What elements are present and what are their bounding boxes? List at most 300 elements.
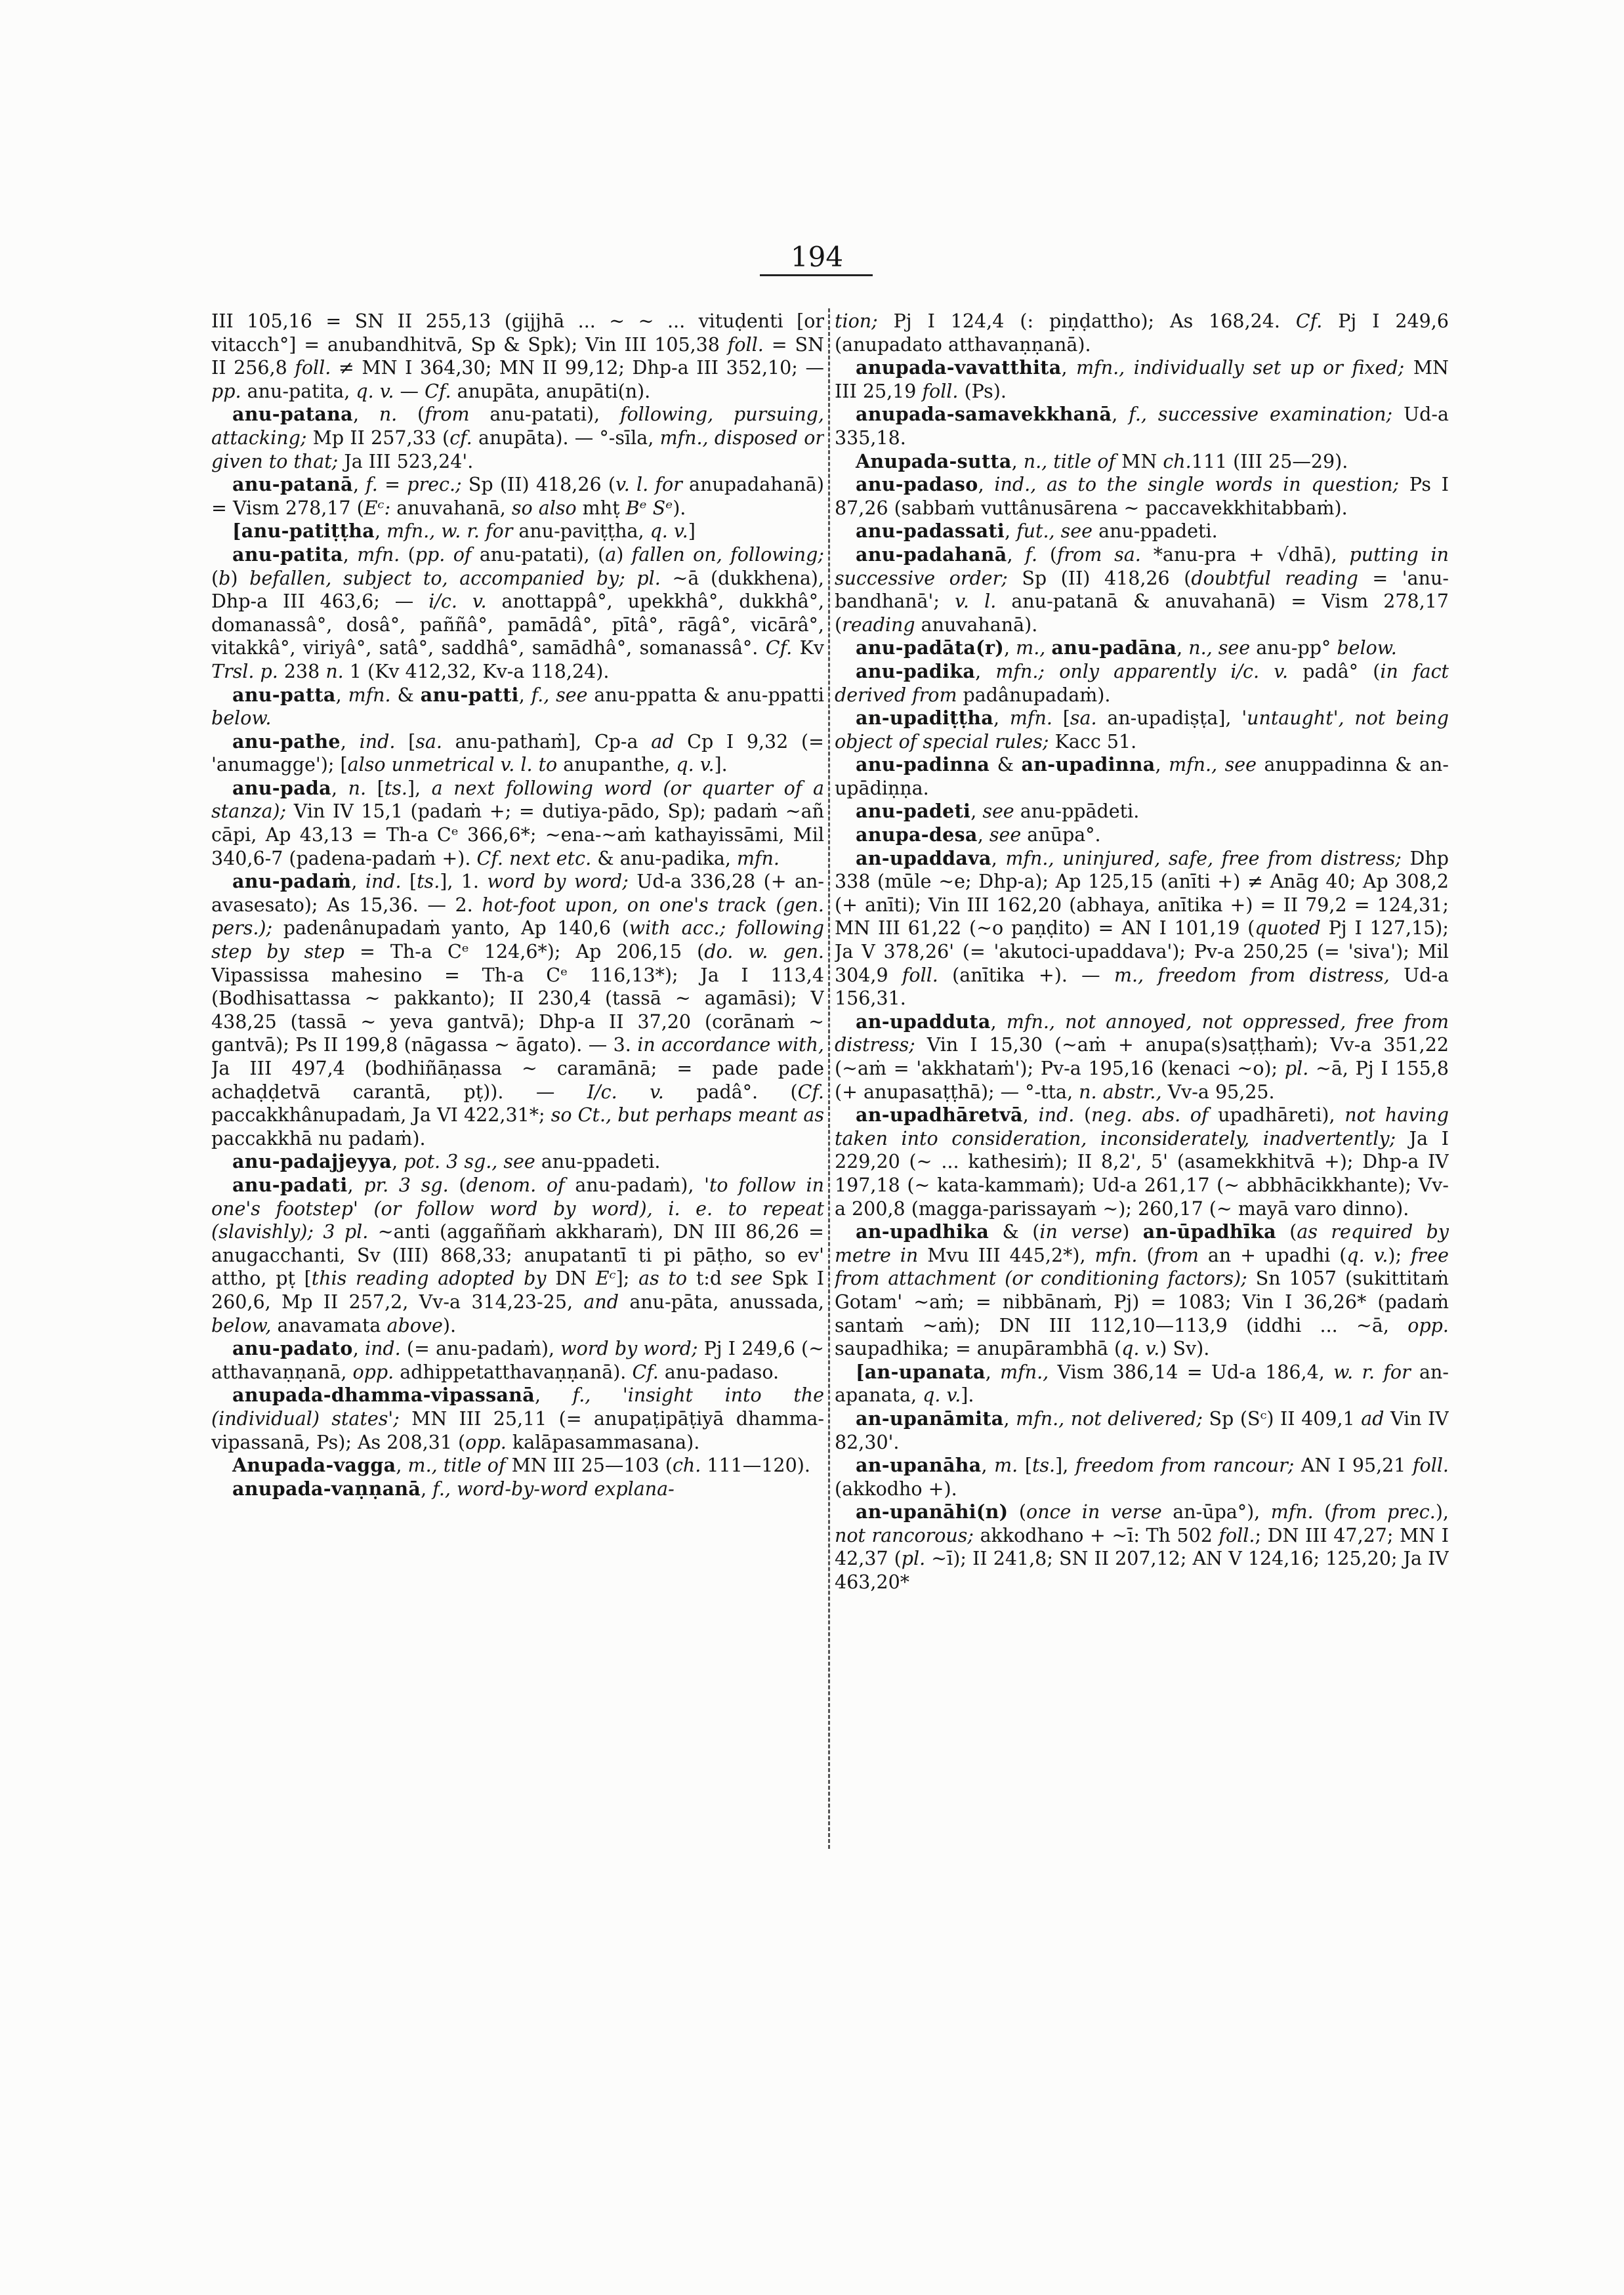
- dictionary-entry: [835, 636, 1449, 660]
- entry-text: [: [401, 871, 417, 893]
- entry-gloss: q. v.: [676, 754, 715, 776]
- entry-text: Mvu III 445,2*),: [918, 1244, 1095, 1266]
- entry-gloss: q. v.: [1346, 1244, 1388, 1266]
- entry-text: AN I 95,21: [1294, 1455, 1413, 1477]
- right-column: [835, 310, 1449, 1849]
- entry-gloss: b: [219, 567, 231, 589]
- entry-headword: anu-padinna: [856, 753, 990, 776]
- entry-gloss: not having taken into consideration, inconsiderately, inadvertently;: [835, 1104, 1449, 1149]
- entry-text: ) Sv).: [1159, 1338, 1210, 1360]
- entry-gloss: f.: [365, 474, 378, 496]
- entry-gloss: with acc.; following step by step: [211, 917, 824, 963]
- entry-text: anu-ppatta & anu-ppatti: [587, 684, 824, 706]
- entry-text: ,: [970, 800, 983, 823]
- entry-gloss: mfn., disposed or given to that;: [211, 426, 824, 472]
- entry-gloss: m., freedom from distress,: [1114, 964, 1390, 986]
- entry-headword: anu-padati: [232, 1173, 348, 1196]
- entry-text: anu-ppadeti.: [1093, 520, 1218, 543]
- entry-text: (: [397, 403, 425, 426]
- entry-text: an + upadhi (: [1198, 1244, 1347, 1266]
- entry-gloss: mfn., not delivered;: [1016, 1407, 1203, 1430]
- entry-gloss: mfn., see: [1169, 754, 1257, 776]
- entry-text: ,: [340, 730, 360, 753]
- entry-text: ], 1.: [440, 871, 488, 893]
- entry-gloss: 3 pl.: [323, 1221, 369, 1243]
- entry-gloss: foll.: [727, 333, 764, 356]
- entry-text: ]: [688, 520, 696, 543]
- entry-gloss: see: [989, 824, 1022, 846]
- entry-text: ,: [975, 660, 996, 682]
- entry-text: ,: [352, 403, 379, 426]
- dictionary-entry: [835, 753, 1449, 800]
- entry-gloss: neg. abs. of: [1091, 1104, 1209, 1127]
- entry-gloss: in verse: [1039, 1221, 1123, 1243]
- entry-text: (akkodho +).: [835, 1478, 957, 1500]
- entry-text: = Th-a Cᵉ 124,6*); Ap 206,15 (: [344, 941, 705, 963]
- dictionary-entry: [835, 450, 1449, 474]
- dictionary-entry: [835, 847, 1449, 1010]
- dictionary-entry: [211, 1454, 824, 1478]
- entry-text: paccakkhânupadaṁ, Ja VI 422,31*;: [211, 1104, 551, 1127]
- entry-text: ,: [1155, 754, 1169, 776]
- entry-text: Ud-a 336,28 (+ an-avasesato); As 15,36. — 2.: [211, 871, 824, 916]
- entry-text: padâ° (: [1288, 660, 1381, 682]
- entry-headword: anu-patanā: [232, 473, 353, 496]
- entry-text: ~ā, Pj I 155,8 (+ anupasaṭṭhā); — °-tta,: [835, 1058, 1449, 1103]
- entry-headword: anu-padajjeyya: [232, 1150, 392, 1173]
- entry-text: an-ūpa°),: [1161, 1501, 1271, 1523]
- entry-gloss: ad: [1361, 1407, 1385, 1430]
- entry-gloss: ts.: [417, 871, 440, 893]
- entry-gloss: below.: [1337, 637, 1397, 659]
- entry-text: anupadahanā) = Vism 278,17 (: [211, 474, 824, 519]
- entry-text: ): [616, 543, 632, 566]
- dictionary-entry: [835, 520, 1449, 543]
- header-rule: [760, 274, 873, 276]
- page-number: 194: [790, 241, 844, 273]
- entry-text: (: [1037, 543, 1057, 566]
- entry-text: DN: [546, 1268, 596, 1290]
- dictionary-entry: [835, 823, 1449, 847]
- entry-gloss: sa.: [415, 730, 442, 753]
- entry-text: adhippetatthavaṇṇanā).: [394, 1361, 633, 1383]
- dictionary-entry: [211, 1174, 824, 1337]
- entry-text: ,: [335, 684, 348, 706]
- entry-text: [: [1052, 707, 1070, 730]
- entry-gloss: pr. 3 sg.: [364, 1174, 449, 1196]
- entry-gloss: sa.: [1070, 707, 1097, 730]
- entry-gloss: mfn., uninjured, safe, free from distress;: [1005, 847, 1402, 869]
- entry-text: anu-patati),: [469, 403, 620, 426]
- entry-headword: anu-patti: [420, 683, 519, 706]
- entry-headword: an-upadhāretvā: [856, 1104, 1023, 1127]
- entry-text: anu-pāta, anussada,: [618, 1291, 824, 1313]
- entry-text: anottappâ°, upekkhâ°, dukkhâ°, domanassâ°, dosâ°, paññâ°, pamādâ°, pītâ°, rāgâ°, vicārâ°, vitakkâ°, viriyâ°, satâ°, saddhâ°, samādhâ°, somanassâ°.: [211, 590, 824, 659]
- entry-text: Pj I 249,6 (~ atthavaṇṇanā,: [211, 1338, 824, 1383]
- entry-gloss: f., word-by-word explana-: [432, 1478, 675, 1500]
- entry-text: upadhāreti),: [1208, 1104, 1345, 1127]
- entry-gloss: ts.: [1031, 1455, 1056, 1477]
- entry-text: anu-pathaṁ], Cp-a: [442, 730, 652, 753]
- entry-headword: an-upanāmita: [856, 1407, 1004, 1430]
- entry-headword: anu-patana: [232, 403, 353, 426]
- entry-gloss: befallen, subject to, accompanied by;: [249, 567, 625, 589]
- entry-gloss: mfn.; only apparently i/c. v.: [995, 660, 1289, 682]
- entry-gloss: foll.: [1218, 1524, 1255, 1546]
- entry-headword: anu-padaso: [856, 473, 978, 496]
- entry-text: Ps I 87,26 (sabbaṁ vuttânusārena ~ paccavekkhitabbaṁ).: [835, 474, 1449, 519]
- dictionary-entry: [835, 1500, 1449, 1594]
- entry-gloss: Eᶜ:: [364, 497, 391, 519]
- entry-gloss: 'untaught', not being object of special rules;: [835, 707, 1449, 753]
- entry-gloss: n. abstr.,: [1079, 1081, 1162, 1103]
- entry-gloss: so Ct., but perhaps meant as: [551, 1104, 824, 1127]
- entry-text: padenânupadaṁ yanto, Ap 140,6 (: [272, 917, 629, 940]
- entry-gloss: Cf.: [1295, 310, 1323, 332]
- dictionary-entry: [835, 707, 1449, 753]
- entry-headword: anu-padāta(r): [856, 636, 1005, 659]
- entry-gloss: Eᶜ: [595, 1268, 616, 1290]
- entry-gloss: in fact derived from: [835, 660, 1449, 706]
- entry-text: anupāta, anupāti(n).: [451, 380, 651, 402]
- entry-gloss: tion;: [835, 310, 878, 332]
- entry-gloss: ind., as to the single words in question;: [994, 474, 1400, 496]
- entry-text: ~anti (aggaññaṁ akkharaṁ), DN III 86,26 = anugacchanti, Sv (III) 868,33; anupatantī ti pi pāṭho, so ev' attho, pṭ [: [211, 1221, 824, 1290]
- entry-text: Dhp 338 (mūle ~e; Dhp-a); Ap 125,15 (anīti +) ≠ Anāg 40; Ap 308,2 (+ anīti); Vin III 162,20 (abhaya, anītika +) = II 79,2 = 124,31; MN III 61,22 (~o paṇḍito) = AN I 101,19 (: [835, 847, 1449, 940]
- entry-headword: anu-pathe: [232, 730, 341, 753]
- entry-gloss: free from attachment (or conditioning factors);: [835, 1244, 1449, 1290]
- entry-text: =: [377, 474, 407, 496]
- entry-text: ,: [978, 474, 995, 496]
- entry-gloss: mfn.,: [1000, 1361, 1049, 1383]
- entry-text: ],: [1055, 1455, 1075, 1477]
- entry-gloss: reading: [842, 613, 915, 636]
- entry-text: ,: [1007, 543, 1026, 566]
- entry-gloss: ind.: [1038, 1104, 1075, 1127]
- entry-text: ,: [392, 1151, 404, 1173]
- entry-gloss: f., 'insight into the (individual) states';: [211, 1384, 824, 1430]
- entry-text: ,: [351, 871, 365, 893]
- entry-text: anupanthe,: [557, 754, 677, 776]
- entry-text: ): [230, 567, 250, 589]
- entry-text: Sp (Sᶜ) II 409,1: [1202, 1407, 1362, 1430]
- entry-gloss: from: [1154, 1244, 1199, 1266]
- entry-gloss: mfn.: [1009, 707, 1052, 730]
- entry-gloss: ts.: [384, 777, 407, 799]
- entry-gloss: in accordance with,: [637, 1034, 824, 1056]
- entry-text: anu-patita,: [241, 380, 356, 402]
- entry-gloss: opp.: [1407, 1314, 1449, 1336]
- entry-gloss: also unmetrical v. l. to: [347, 754, 558, 776]
- entry-gloss: from sa.: [1056, 543, 1141, 566]
- entry-gloss: mfn., not annoyed, not oppressed, free from distress;: [835, 1010, 1449, 1056]
- entry-text: anu-patanā & anuvahanā) = Vism 278,17 (: [835, 590, 1449, 636]
- dictionary-entry: [835, 1220, 1449, 1361]
- entry-text: anuvahanā,: [390, 497, 512, 519]
- entry-gloss: Bᵉ Sᵉ: [625, 497, 673, 519]
- dictionary-entry: [835, 473, 1449, 520]
- entry-text: Vipassissa mahesino = Th-a Cᵉ 116,13*); Ja I 113,4 (Bodhisattassa ~ pakkanto); II 230,4 (tassā ~ agamāsi); V 438,25 (tassā ~ yeva gantvā); Dhp-a II 37,20 (corānaṁ ~ gantvā); Ps II 199,8 (nāgassa ~ āgato). — 3.: [211, 964, 824, 1056]
- entry-text: Sn 1057 (sukittitaṁ Gotam' ~aṁ; = nibbānaṁ, Pj) = 1083; Vin I 36,26* (padaṁ santaṁ ~aṁ); DN III 112,10—113,9 (iddhi ... ~ā,: [835, 1268, 1449, 1336]
- entry-headword: anu-padaṁ: [232, 870, 352, 893]
- entry-headword: anupada-vaṇṇanā: [232, 1477, 421, 1500]
- entry-text: ,: [1176, 637, 1189, 659]
- entry-text: anavamata: [271, 1314, 387, 1336]
- entry-gloss: n., see: [1188, 637, 1251, 659]
- entry-gloss: mfn.: [736, 847, 780, 869]
- dictionary-entry: [835, 1454, 1449, 1500]
- entry-text: mhṭ: [576, 497, 626, 519]
- entry-text: (: [1276, 1221, 1297, 1243]
- entry-gloss: ad: [651, 730, 675, 753]
- entry-headword: an-upanāha: [856, 1454, 982, 1477]
- entry-text: ,: [343, 543, 358, 566]
- entry-headword: anu-patita: [232, 543, 343, 566]
- entry-gloss: word by word;: [560, 1338, 698, 1360]
- dictionary-entry: [211, 403, 824, 473]
- dictionary-entry: [211, 310, 824, 403]
- entry-text: &: [989, 754, 1022, 776]
- entry-gloss: putting in successive order;: [835, 543, 1449, 589]
- entry-gloss: doubtful reading: [1191, 567, 1358, 589]
- entry-gloss: mfn.: [348, 684, 391, 706]
- entry-text: paccakkhā nu padaṁ).: [211, 1127, 426, 1149]
- entry-text: saupadhika; = anupārambhā (: [835, 1338, 1122, 1360]
- entry-text: ,: [991, 847, 1006, 869]
- entry-text: Cp I 9,32 (= 'anumagge'); [: [211, 730, 824, 776]
- entry-text: ).: [673, 497, 686, 519]
- entry-text: ).: [442, 1314, 457, 1336]
- entry-text: [: [366, 777, 385, 799]
- entry-text: MN III 25,11 (= anupaṭipāṭiyā dhamma-vipassanā, Ps); As 208,31 (: [211, 1407, 824, 1453]
- entry-gloss: mfn.: [357, 543, 400, 566]
- entry-text: ,: [421, 1478, 433, 1500]
- dictionary-entry: [835, 1407, 1449, 1454]
- entry-headword: an-upadduta: [856, 1010, 991, 1033]
- entry-gloss: as to: [638, 1268, 688, 1290]
- entry-text: ),: [1435, 1501, 1449, 1523]
- entry-headword: anupada-dhamma-vipassanā: [232, 1384, 535, 1407]
- entry-text: Vin IV 82,30'.: [835, 1407, 1449, 1453]
- entry-headword: an-upadinna: [1021, 753, 1156, 776]
- entry-text: anu-ppādeti.: [1014, 800, 1140, 823]
- dictionary-entry: [211, 730, 824, 777]
- entry-text: ],: [407, 777, 432, 799]
- entry-text: anu-paviṭṭha,: [512, 520, 650, 543]
- entry-gloss: see: [730, 1268, 763, 1290]
- entry-text: Ud-a 335,18.: [835, 403, 1449, 449]
- entry-headword: an-ūpadhīka: [1142, 1220, 1276, 1243]
- entry-text: Vism 386,14 = Ud-a 186,4,: [1049, 1361, 1334, 1383]
- column-divider: [828, 308, 830, 1849]
- entry-text: anu-patati), (: [471, 543, 606, 566]
- entry-text: Vin IV 15,1 (padaṁ +; = dutiya-pādo, Sp); padaṁ ~añ cāpi, Ap 43,13 = Th-a Cᵉ 366,6*; ~ena-~aṁ kathayissāmi, Mil 340,6-7 (padena-padaṁ +).: [211, 800, 824, 869]
- entry-text: & anu-padika,: [591, 847, 737, 869]
- entry-text: (anītika +). —: [938, 964, 1114, 986]
- entry-text: ; DN III 47,27; MN I 42,37 (: [835, 1524, 1449, 1570]
- entry-gloss: a next following word (or quarter of a stanza);: [211, 777, 824, 823]
- entry-gloss: Cf.: [632, 1361, 659, 1383]
- entry-text: III 105,16 = SN II 255,13 (gijjhā ... ~ ~ ... vituḍenti [or vitacch°] = anubandhitvā, Sp & Spk); Vin III 105,38: [211, 310, 824, 356]
- entry-gloss: q. v.: [356, 380, 394, 402]
- entry-gloss: ind.: [364, 1338, 401, 1360]
- entry-gloss: q. v.: [923, 1384, 961, 1407]
- entry-text: (: [211, 567, 219, 589]
- entry-text: ,: [1004, 637, 1016, 659]
- entry-text: anu-ppadeti.: [535, 1151, 661, 1173]
- entry-text: Vv-a 95,25.: [1161, 1081, 1275, 1103]
- entry-text: 238: [278, 660, 326, 682]
- entry-gloss: m.: [994, 1455, 1018, 1477]
- entry-text: anupāta). — °-sīla,: [472, 426, 660, 449]
- entry-text: MN: [1115, 450, 1163, 472]
- entry-gloss: pl.: [1284, 1058, 1309, 1079]
- entry-gloss: as required by metre in: [835, 1221, 1449, 1266]
- entry-text: [: [395, 730, 416, 753]
- dictionary-entry: [835, 543, 1449, 636]
- entry-text: = 'anu-bandhanā';: [835, 567, 1449, 613]
- entry-text: ,: [1061, 357, 1077, 379]
- entry-text: ≠ MN I 364,30; MN II 99,12; Dhp-a III 352,10; —: [331, 357, 824, 379]
- entry-gloss: q. v.: [1121, 1338, 1160, 1360]
- entry-text: (Ps).: [958, 380, 1007, 402]
- entry-text: ,: [1003, 1407, 1016, 1430]
- entry-text: ].: [961, 1384, 974, 1407]
- entry-text: [: [1018, 1455, 1032, 1477]
- dictionary-entry: [211, 1150, 824, 1174]
- entry-gloss: from prec.: [1331, 1501, 1436, 1523]
- entry-text: (: [448, 1174, 467, 1196]
- entry-text: Ja III 497,4 (bodhiñāṇassa ~ caramānā; = pade pade achaḍḍetvā carantā, pṭ)). —: [211, 1058, 824, 1103]
- entry-gloss: foll.: [295, 357, 331, 379]
- entry-text: Kv: [792, 637, 824, 659]
- entry-text: Ja III 523,24'.: [338, 450, 474, 472]
- entry-headword: anupa-desa: [856, 823, 978, 846]
- entry-gloss: once in verse: [1026, 1501, 1162, 1523]
- entry-gloss: Cf.: [425, 380, 451, 402]
- entry-headword: an-upadiṭṭha: [856, 707, 994, 730]
- entry-text: Pj I 249,6 (anupadato atthavaṇṇanā).: [835, 310, 1449, 356]
- entry-gloss: and: [583, 1291, 619, 1313]
- entry-gloss: pl.: [636, 567, 661, 589]
- entry-text: (: [400, 543, 415, 566]
- entry-text: (= anu-padaṁ),: [400, 1338, 561, 1360]
- entry-gloss: denom. of: [466, 1174, 565, 1196]
- entry-gloss: opp.: [465, 1431, 507, 1453]
- entry-text: —: [394, 380, 425, 402]
- dictionary-entry: [835, 356, 1449, 403]
- entry-gloss: mfn.: [1094, 1244, 1138, 1266]
- entry-gloss: m., title of: [407, 1455, 506, 1477]
- entry-gloss: a: [605, 543, 617, 566]
- entry-text: & (: [989, 1221, 1040, 1243]
- entry-headword: an-upaddava: [856, 846, 991, 869]
- entry-headword: Anupada-vagga: [232, 1454, 396, 1477]
- entry-gloss: fallen on, following;: [631, 543, 824, 566]
- dictionary-entry: [211, 1337, 824, 1384]
- entry-gloss: hot-foot upon, on one's track (gen. pers.);: [211, 894, 824, 940]
- entry-text: ,: [375, 520, 387, 543]
- dictionary-entry: [835, 800, 1449, 823]
- entry-text: ,: [347, 1174, 364, 1196]
- entry-gloss: freedom from rancour;: [1075, 1455, 1295, 1477]
- dictionary-entry: [211, 1478, 824, 1501]
- entry-gloss: ch.: [1163, 450, 1192, 472]
- dictionary-entry: [211, 777, 824, 870]
- entry-headword: anu-padahanā: [856, 543, 1007, 566]
- dictionary-entry: [211, 520, 824, 543]
- entry-text: anu-padaso.: [658, 1361, 780, 1383]
- entry-text: ,: [518, 684, 531, 706]
- entry-gloss: i/c. v.: [428, 590, 487, 613]
- entry-text: ,: [990, 1010, 1007, 1033]
- entry-text: [625, 568, 637, 589]
- entry-text: 111 (III 25—29).: [1191, 450, 1348, 472]
- entry-text: *anu-pra + √dhā),: [1140, 543, 1350, 566]
- entry-gloss: do. w. gen.: [704, 941, 824, 963]
- entry-gloss: fut., see: [1016, 520, 1093, 543]
- entry-text: Mp II 257,33 (: [306, 426, 450, 449]
- entry-gloss: n.: [325, 660, 344, 682]
- entry-text: padânupadaṁ).: [957, 684, 1111, 706]
- entry-text: [314, 1221, 323, 1243]
- entry-text: (: [1008, 1501, 1027, 1523]
- entry-text: 111—120).: [701, 1455, 810, 1477]
- entry-gloss: pl.: [901, 1548, 926, 1570]
- entry-text: ,: [331, 777, 348, 799]
- entry-gloss: pot. 3 sg., see: [404, 1151, 535, 1173]
- entry-text: ,: [1022, 1104, 1039, 1127]
- entry-gloss: foll.: [922, 380, 959, 402]
- entry-text: (: [1313, 1501, 1332, 1523]
- entry-gloss: mfn.: [1270, 1501, 1314, 1523]
- entry-gloss: word by word;: [487, 871, 629, 893]
- entry-text: MN III 25—103 (: [505, 1455, 673, 1477]
- entry-text: t:d: [687, 1268, 731, 1290]
- entry-headword: anupada-vavatthita: [856, 356, 1062, 379]
- entry-text: ,: [981, 1455, 995, 1477]
- entry-text: Pj I 124,4 (: piṇḍattho); As 168,24.: [877, 310, 1296, 332]
- entry-headword: anu-pada: [232, 776, 331, 799]
- entry-text: an-upadiṣṭa],: [1096, 707, 1242, 730]
- entry-text: Ja I 229,20 (~ ... kathesiṁ); II 8,2', 5' (asamekkhitvā +); Dhp-a IV 197,18 (~ kata-kammaṁ); Ud-a 261,17 (~ abbhācikkhante); Vv-a 200,8 (magga-parissayaṁ ~); 260,17 (~ mayā varo dinno).: [835, 1127, 1449, 1220]
- dictionary-entry: [835, 403, 1449, 449]
- entry-text: ,: [993, 707, 1010, 730]
- entry-headword: anu-padassati: [856, 520, 1005, 543]
- entry-text: Pj I 127,15); Ja V 378,26' (= 'akutoci-upaddava'); Pv-a 250,25 (= 'siva'); Mil 304,9: [835, 917, 1449, 986]
- dictionary-entry: [835, 1361, 1449, 1407]
- entry-text: (: [1137, 1244, 1154, 1266]
- entry-gloss: below.: [211, 707, 272, 730]
- entry-gloss: n.: [348, 777, 367, 799]
- entry-text: Ud-a 156,31.: [835, 964, 1449, 1010]
- entry-text: ,: [1004, 520, 1017, 543]
- entry-gloss: v. l.: [955, 590, 997, 613]
- entry-text: = SN II 256,8: [211, 333, 824, 379]
- entry-gloss: not rancorous;: [835, 1524, 974, 1546]
- entry-gloss: pp. of: [415, 543, 472, 566]
- entry-text: ,: [352, 474, 366, 496]
- entry-headword: anu-patta: [232, 683, 336, 706]
- entry-text: Kacc 51.: [1049, 730, 1137, 753]
- entry-text: Vin I 15,30 (~aṁ + anupa(s)saṭṭhaṁ); Vv-a 351,22 (~aṁ = 'akkhataṁ'); Pv-a 195,16 (kenaci ~o);: [835, 1034, 1449, 1079]
- entry-text: Sp (II) 418,26 (: [1007, 567, 1192, 589]
- entry-text: ,: [352, 1338, 365, 1360]
- entry-gloss: Trsl. p.: [211, 660, 278, 682]
- entry-text: ~ā (dukkhena), Dhp-a III 463,6; —: [211, 567, 824, 613]
- entry-text: Spk I 260,6, Mp II 257,2, Vv-a 314,23-25,: [211, 1268, 824, 1313]
- entry-gloss: w. r. for: [1333, 1361, 1411, 1383]
